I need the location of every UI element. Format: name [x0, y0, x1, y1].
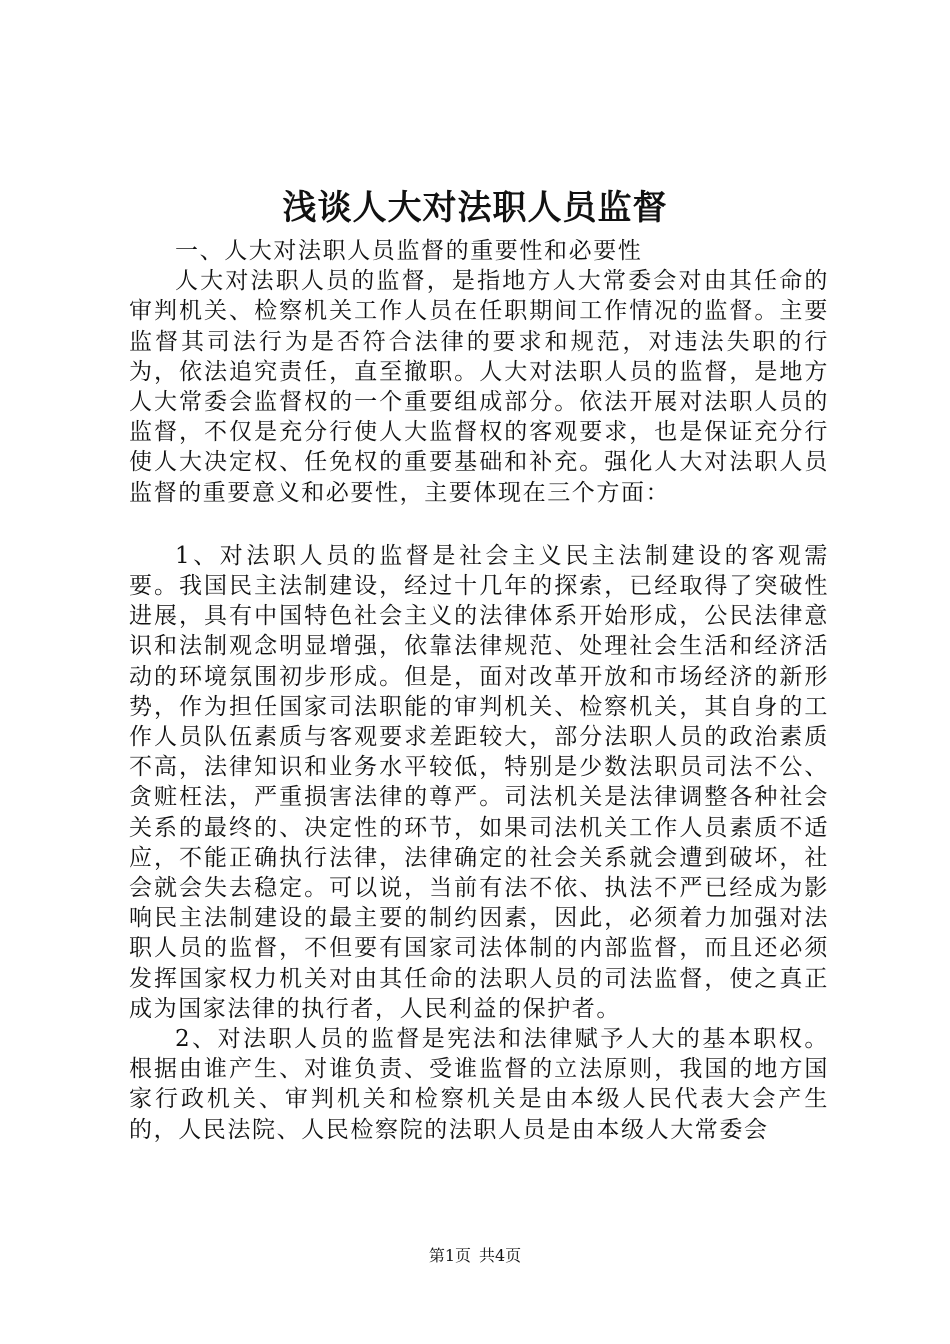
section-heading: 一、人大对法职人员监督的重要性和必要性 — [175, 238, 643, 264]
document-title: 浅谈人大对法职人员监督 — [282, 188, 668, 228]
page-number-current: 第1页 — [428, 1246, 471, 1265]
paragraph-point-2: 2、对法职人员的监督是宪法和法律赋予人大的基本职权。根据由谁产生、对谁负责、受谁监督的立法原则，我国的地方国家行政机关、审判机关和检察机关是由本级人民代表大会产生的，人民法院、人民检察院的法职人员是由本级人大常委会 — [129, 1026, 829, 1143]
paragraph-intro: 人大对法职人员的监督，是指地方人大常委会对由其任命的审判机关、检察机关工作人员在任职期间工作情况的监督。主要监督其司法行为是否符合法律的要求和规范，对违法失职的行为，依法追究责任，直至撤职。人大对法职人员的监督，是地方人大常委会监督权的一个重要组成部分。依法开展对法职人员的监督，不仅是充分行使人大监督权的客观要求，也是保证充分行使人大决定权、任免权的重要基础和补充。强化人大对法职人员监督的重要意义和必要性，主要体现在三个方面： — [129, 268, 829, 506]
document-body — [129, 236, 829, 1145]
paragraph-spacer — [129, 508, 829, 541]
paragraph-point-1: 1、对法职人员的监督是社会主义民主法制建设的客观需要。我国民主法制建设，经过十几年的探索，已经取得了突破性进展，具有中国特色社会主义的法律体系开始形成，公民法律意识和法制观念明显增强，依靠法律规范、处理社会生活和经济活动的环境氛围初步形成。但是，面对改革开放和市场经济的新形势，作为担任国家司法职能的审判机关、检察机关，其自身的工作人员队伍素质与客观要求差距较大，部分法职人员的政治素质不高，法律知识和业务水平较低，特别是少数法职员司法不公、贪赃枉法，严重损害法律的尊严。司法机关是法律调整各种社会关系的最终的、决定性的环节，如果司法机关工作人员素质不适应，不能正确执行法律，法律确定的社会关系就会遭到破坏，社会就会失去稳定。可以说，当前有法不依、执法不严已经成为影响民主法制建设的最主要的制约因素，因此，必须着力加强对法职人员的监督，不但要有国家司法体制的内部监督，而且还必须发挥国家权力机关对由其任命的法职人员的司法监督，使之真正成为国家法律的执行者，人民利益的保护者。 — [129, 542, 829, 1022]
page-footer — [0, 1245, 950, 1267]
page-number-total: 共4页 — [479, 1246, 522, 1265]
